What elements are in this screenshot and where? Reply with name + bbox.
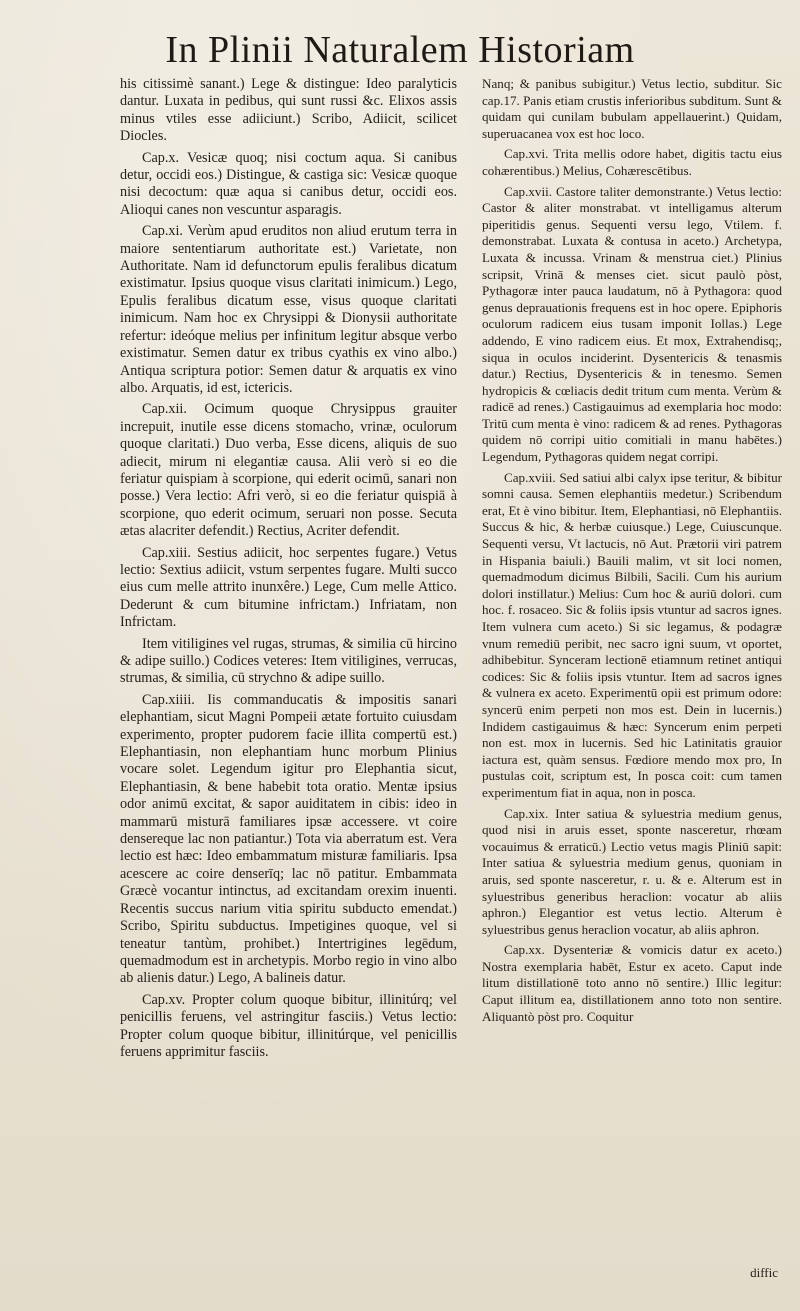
right-paragraph: Cap.xvii. Castore taliter demonstrante.) Vetus lectio: Castor & aliter monstrabat. vt intelligamus alterum piperitidis genus. Sequenti versu lego, Vtilem. f. demonstrabat. Luxata & contusa in aceto.) Archetypa, Luxata & incussa. Vrinam & menstrua ciet.) Plinius scripsit, Vrinā & menses ciet. sicut paulò pòst, Pythagoræ inter pauca laudatum, nō à Pythagora: quod genus deprauationis frequens est in hoc opere. Epiphoris oculorum radicem eius tusam imponit Iollas.) Lege addendo, E vino radicem eius. Et mox, Extrahendisq;, siqua in oculos inciderint. Dysentericis & tenasmis datur.) Rectius, Dysentericis & in tenesmo. Semen hydropicis & cœliacis dedit tritum cum menta. Verùm & radicē ad renes.) Castigauimus ad exemplaria hoc modo: Tritū cum menta è vino: radicem & ad renes. Pythagoras quidem nō corripi uitio comitiali in manu habētes.) Legendum, Pythagoras quidem negat corripi. [482, 183, 782, 465]
right-paragraph: Cap.xvi. Trita mellis odore habet, digitis tactu eius cohærentibus.) Melius, Cohærescētibus. [482, 146, 782, 178]
left-paragraph: Cap.xi. Verùm apud eruditos non aliud erutum terra in maiore sententiarum authoritate est.) Varietate, non Authoritate. Nam id defunctorum epulis feralibus dicatum existimatur. Ipsius quoque visus claritati inimicum.) Lego, Epulis feralibus dicatum esse, visus quoque claritati inimicum. Nam hoc ex Chrysippi & Dionysii authoritate refertur: ideóque melius per infinitum legitur absque verbo existimatur. Semen datur ex tribus cyathis ex vino albo.) Antiqua scriptura potior: Semen datur & arquatis ex vino albo. Arquatis, id est, ictericis. [120, 223, 457, 396]
catchword: diffic [750, 1265, 778, 1280]
left-paragraph: Cap.x. Vesicæ quoq; nisi coctum aqua. Si canibus detur, occidi eos.) Distingue, & castiga sic: Vesicæ quoque nisi decoctum: quæ aqua si canibus detur, occidi eos. Alioqui canes non vescuntur asparagis. [120, 149, 457, 218]
left-paragraph: Cap.xv. Propter colum quoque bibitur, illinitúrq; vel penicillis feruens, vel astringitur fasciis.) Vetus lectio: Propter colum quoque bibitur, illinitúrque, vel penicillis feruens apprimitur fasciis. [120, 991, 457, 1060]
left-column [120, 76, 457, 1291]
left-paragraph: Cap.xii. Ocimum quoque Chrysippus grauiter increpuit, inutile esse dicens stomacho, vrinæ, oculorum quoque claritati.) Duo verba, Esse dicens, aliquis de suo adiecit, mirum ni elegantiæ causa. Alii verò si eo die feriatur quispiam à scorpione, qui ederit ocimū, sanari non posse.) Vera lectio: Afri verò, si eo die feriatur quispiā à scorpione, quo ederit ocimum, seruari non posse. Secuta ætas alacriter defendit.) Rectius, Acriter defendit. [120, 401, 457, 540]
left-paragraph: Cap.xiii. Sestius adiicit, hoc serpentes fugare.) Vetus lectio: Sextius adiicit, vstum serpentes fugare. Multi succo eius cum melle attrito inunxêre.) Lege, Cum melle Attico. Dederunt & cum bitumine infrictam.) Infriatam, non Infrictam. [120, 544, 457, 631]
running-head: In Plinii Naturalem Historiam [165, 29, 635, 71]
right-paragraph: Cap.xviii. Sed satiui albi calyx ipse teritur, & bibitur somni causa. Semen elephantiis medetur.) Scribendum erat, Et è vino bibitur. Item, Elephantiasi, nō Elephantiis. Succus & hic, & herbæ cuiusque.) Lege, Cuiuscunque. Sequenti versu, Vt lactucis, nō Aut. Prætorii viri patrem in Hispania baiuli.) Bauili malim, vt sit loci nomen, quemadmodum dicimus Bilbili, Sacili. Cum his aurium dolori instillatur.) Melius: Cum hoc & auriū dolori. cum hoc. f. rosaceo. Sic & foliis ipsis vtuntur ad sacros ignes. Item vulnera cum aceto.) Si sic legamus, & podagræ vnum remediū peribit, nec sacro igni suum, vt oportet, adhibebitur. Synceram lectionē etiamnum retinet antiqui codices: Sic & foliis ipsis vtuntur. Item ad sacros ignes & vulnera ex aceto. Experimentū opii est primum odore: syncerū enim perpeti non mos est. Dein in lucernis.) Indidem castigauimus & hæc: Syncerum enim perpeti non est. mox in lucernis. Sed hic Latinitatis grauior iactura est, quàm sensus. Fœdiore mendo mox pro, In pustulas coit, scriptum est, In posca coit: cum tamen experimentum fiat in aqua, non in posca. [482, 469, 782, 800]
right-paragraph: Nanq; & panibus subigitur.) Vetus lectio, subditur. Sic cap.17. Panis etiam crustis inferioribus subditum. Sunt & quidam qui cunilam bubulam appellauerint.) Quidam, superuacanea vox est hoc loco. [482, 76, 782, 141]
left-paragraph: his citissimè sanant.) Lege & distingue: Ideo paralyticis dantur. Luxata in pedibus, qui sunt russi &c. Elixos assis minus vtiles esse adiiciunt.) Scribo, Adiicit, scilicet Diocles. [120, 76, 457, 145]
right-paragraph: Cap.xix. Inter satiua & syluestria medium genus, quod nisi in aruis esset, sponte nasceretur, rhœam vocauimus & erraticū.) Lectio vetus magis Pliniū sapit: Inter satiua & syluestria medium genus, quoniam in aruis, sed sponte nasceretur, r. u. & e. Alterum est in syluestribus generibus heraclion: vocatur ab aliis aphron.) Elegantior est vetus lectio. Alterum è syluestribus genus heraclion vocatur, ab aliis aphron. [482, 805, 782, 937]
left-paragraph: Item vitiligines vel rugas, strumas, & similia cū hircino & adipe suillo.) Codices veteres: Item vitiligines, verrucas, strumas, & similia, cū strychno & adipe suillo. [120, 635, 457, 687]
right-column [482, 76, 782, 1291]
left-paragraph: Cap.xiiii. Iis commanducatis & impositis sanari elephantiam, sicut Magni Pompeii ætate fortuito cuiusdam experimento, propter pudorem facie illita compertū est.) Elephantiasin, non elephantiam hunc morbum Plinius vocare solet. Legendum igitur pro Elephantia sicut, Elephantiasin, & bene habebit tota oratio. Mentæ ipsius odor animū excitat, & sapor auiditatem in cibis: ideo in mammarū misturā familiares ipsæ accessere. vt coire densereque lac non patiantur.) Tota via aberratum est. Vera lectio est hæc: Ideo embammatum misturæ familiaris. Ipsa acescere ac coire denserīq; lac nō patitur. Embammata Græcè vocantur intinctus, ad excitandam orexim inuenti. Recentis succus narium vitia spiritu subducto emendat.) Scribo, Spiritu subductus. Impetigines quoque, vel si teneatur tantùm, prohibet.) Intertrigines legēdum, quemadmodum est in archetypis. Morbo regio in vino albo ab alienis datur.) Lego, A balineis datur. [120, 691, 457, 987]
right-paragraph: Cap.xx. Dysenteriæ & vomicis datur ex aceto.) Nostra exemplaria habēt, Estur ex aceto. Caput inde litum distillationē toto anno nō sentire.) Illic legitur: Caput illitum ea, distillationem anno toto non sentire. Aliquantò pòst pro. Coquitur [482, 942, 782, 1024]
